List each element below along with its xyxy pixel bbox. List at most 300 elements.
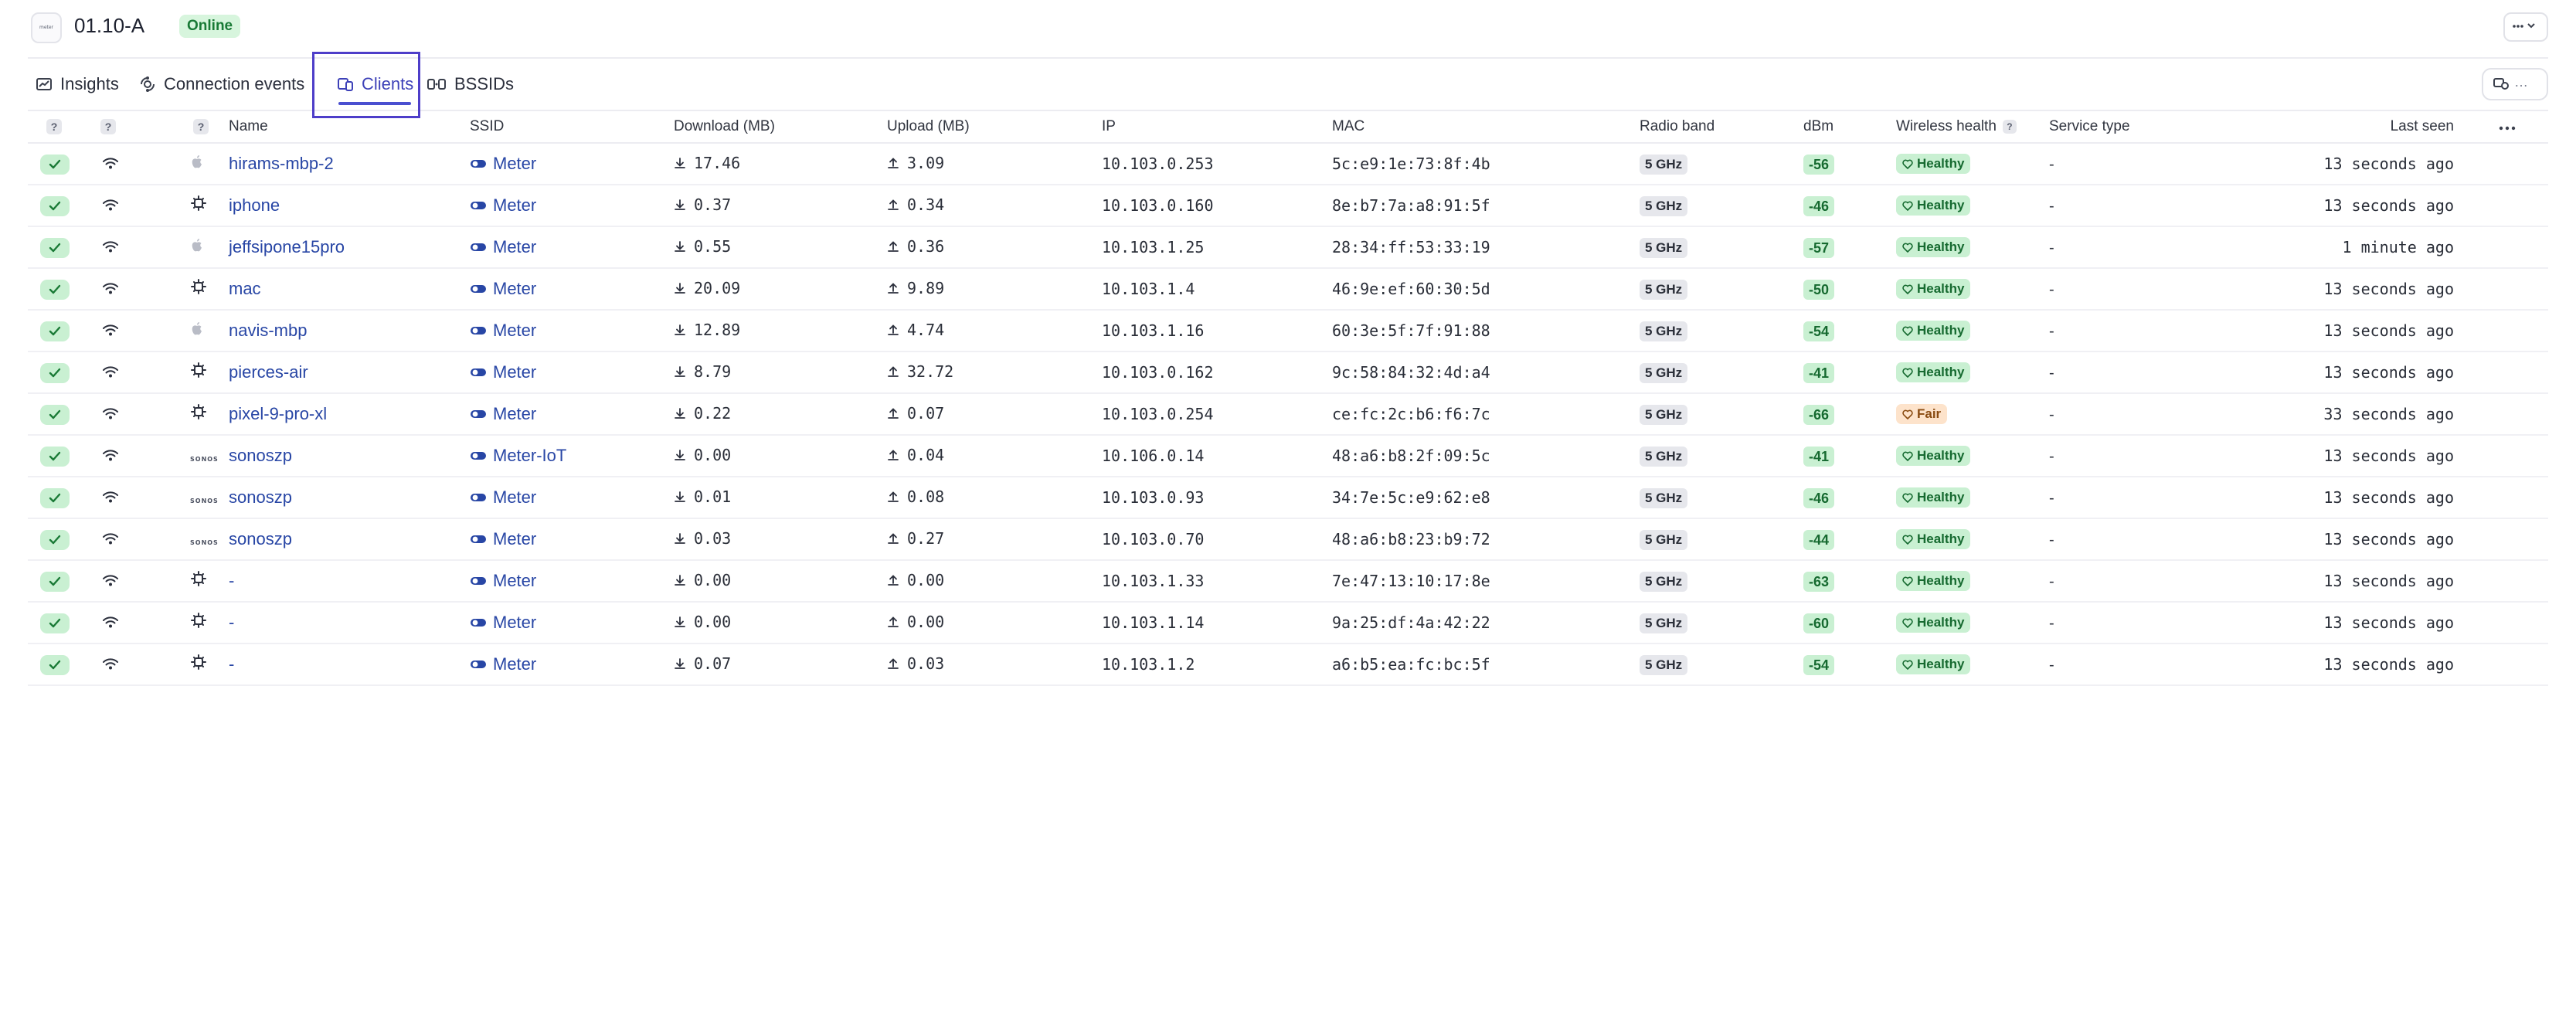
last-seen-value: 13 seconds ago	[2323, 488, 2454, 507]
dbm-cell	[1803, 518, 1896, 560]
ssid-name: Meter	[493, 529, 537, 548]
help-icon[interactable]: ?	[2003, 120, 2017, 134]
ssid-cell[interactable]	[470, 435, 674, 477]
ip-address: 10.103.0.160	[1102, 196, 1214, 215]
client-name-link[interactable]: sonoszp	[229, 446, 292, 465]
table-row[interactable]	[28, 351, 2548, 393]
radio-band-cell	[1640, 351, 1803, 393]
radio-band-cell	[1640, 602, 1803, 644]
sonos-icon: SONOS	[190, 456, 219, 463]
tab-connection-events-label: Connection events	[164, 74, 305, 93]
connection-cell	[82, 268, 159, 310]
chip-icon	[190, 195, 207, 212]
dbm-badge: -56	[1803, 155, 1834, 175]
options-ellipsis: …	[2514, 74, 2528, 90]
service-type-cell	[2049, 560, 2171, 602]
name-cell[interactable]	[229, 560, 470, 602]
col-radio-band-header[interactable]: Radio band	[1640, 111, 1803, 143]
client-name-link[interactable]: pierces-air	[229, 362, 308, 382]
service-type-cell	[2049, 185, 2171, 226]
check-icon	[49, 534, 61, 546]
row-actions-cell	[2485, 518, 2548, 560]
row-actions-cell	[2485, 435, 2548, 477]
ssid-cell[interactable]	[470, 560, 674, 602]
ssid-toggle-icon	[470, 450, 487, 461]
mac-address: a6:b5:ea:fc:bc:5f	[1332, 655, 1490, 674]
check-icon	[49, 367, 61, 379]
service-type-cell	[2049, 268, 2171, 310]
mac-address: 28:34:ff:53:33:19	[1332, 238, 1490, 256]
client-name-link[interactable]: sonoszp	[229, 529, 292, 548]
status-cell	[28, 518, 82, 560]
chip-icon	[190, 570, 207, 587]
ip-address: 10.103.1.2	[1102, 655, 1195, 674]
connected-status-badge	[40, 572, 70, 592]
mac-address: 48:a6:b8:2f:09:5c	[1332, 447, 1490, 465]
download-value: 20.09	[694, 279, 741, 297]
col-dbm-header[interactable]: dBm	[1803, 111, 1896, 143]
table-row[interactable]	[28, 435, 2548, 477]
device-type-cell	[159, 602, 229, 644]
ssid-link[interactable]	[470, 446, 566, 466]
connection-cell	[82, 644, 159, 685]
upload-cell	[887, 351, 1102, 393]
apple-icon	[190, 154, 204, 169]
device-type-cell	[159, 268, 229, 310]
wireless-health-cell	[1896, 310, 2049, 351]
ip-cell	[1102, 560, 1332, 602]
download-value: 0.55	[694, 237, 732, 256]
dbm-cell	[1803, 143, 1896, 185]
service-type-value: -	[2049, 156, 2054, 173]
ssid-cell[interactable]	[470, 185, 674, 226]
connected-status-badge	[40, 488, 70, 508]
download-icon	[674, 491, 686, 503]
download-cell	[674, 143, 887, 185]
client-name-link[interactable]: -	[229, 571, 235, 590]
name-cell[interactable]	[229, 226, 470, 268]
dbm-badge: -46	[1803, 488, 1834, 508]
ip-cell	[1102, 143, 1332, 185]
column-options-button[interactable]	[2485, 111, 2548, 143]
radio-band-cell	[1640, 268, 1803, 310]
device-type-cell	[159, 226, 229, 268]
wireless-health-label: Healthy	[1917, 657, 1965, 672]
status-cell	[28, 644, 82, 685]
ssid-cell[interactable]	[470, 268, 674, 310]
service-type-value: -	[2049, 490, 2054, 507]
wireless-health-label: Healthy	[1917, 531, 1965, 547]
upload-icon	[887, 616, 899, 628]
status-cell	[28, 477, 82, 518]
service-type-value: -	[2049, 239, 2054, 256]
ssid-link[interactable]	[470, 154, 536, 174]
mac-address: 34:7e:5c:e9:62:e8	[1332, 488, 1490, 507]
wireless-health-label: Healthy	[1917, 615, 1965, 630]
upload-value: 0.27	[907, 529, 945, 548]
ssid-cell[interactable]	[470, 518, 674, 560]
ssid-cell[interactable]	[470, 477, 674, 518]
last-seen-cell	[2171, 602, 2485, 644]
mac-cell	[1332, 477, 1640, 518]
ssid-cell[interactable]	[470, 644, 674, 685]
ssid-link[interactable]	[470, 571, 536, 591]
upload-value: 0.36	[907, 237, 945, 256]
device-type-cell	[159, 143, 229, 185]
service-type-value: -	[2049, 615, 2054, 632]
radio-band-badge: 5 GHz	[1640, 655, 1687, 675]
device-type-cell	[159, 477, 229, 518]
dbm-cell	[1803, 435, 1896, 477]
service-type-value: -	[2049, 406, 2054, 423]
chip-icon	[190, 612, 207, 629]
apple-icon	[190, 237, 204, 253]
name-cell[interactable]	[229, 310, 470, 351]
radio-band-cell	[1640, 518, 1803, 560]
wireless-health-badge	[1896, 487, 1970, 508]
upload-icon	[887, 199, 899, 211]
upload-cell	[887, 477, 1102, 518]
ssid-link[interactable]	[470, 279, 536, 299]
table-row[interactable]	[28, 393, 2548, 435]
download-cell	[674, 644, 887, 685]
ssid-name: Meter	[493, 237, 537, 256]
ssid-link[interactable]	[470, 487, 536, 508]
ssid-link[interactable]	[470, 654, 536, 674]
dbm-badge: -44	[1803, 530, 1834, 550]
last-seen-cell	[2171, 393, 2485, 435]
check-icon	[49, 576, 61, 588]
status-cell	[28, 268, 82, 310]
dbm-badge: -63	[1803, 572, 1834, 592]
download-value: 0.01	[694, 487, 732, 506]
ip-address: 10.103.0.70	[1102, 530, 1205, 548]
wireless-health-label: Healthy	[1917, 281, 1965, 297]
client-name-link[interactable]: iphone	[229, 195, 280, 215]
name-cell[interactable]	[229, 185, 470, 226]
name-cell[interactable]	[229, 602, 470, 644]
table-row[interactable]	[28, 560, 2548, 602]
heart-icon	[1902, 618, 1913, 628]
dbm-cell	[1803, 393, 1896, 435]
ssid-toggle-icon	[470, 617, 487, 628]
wifi-icon	[102, 407, 119, 419]
last-seen-value: 13 seconds ago	[2323, 321, 2454, 340]
ssid-cell[interactable]	[470, 393, 674, 435]
tab-connection-events[interactable]	[139, 59, 304, 110]
ssid-cell[interactable]	[470, 143, 674, 185]
upload-icon	[887, 449, 899, 461]
connected-status-badge	[40, 405, 70, 425]
download-cell	[674, 560, 887, 602]
heart-icon	[1902, 493, 1913, 503]
client-name-link[interactable]: -	[229, 654, 235, 674]
ssid-name: Meter	[493, 654, 537, 674]
ip-address: 10.106.0.14	[1102, 447, 1205, 465]
service-type-cell	[2049, 310, 2171, 351]
table-row[interactable]	[28, 143, 2548, 185]
radio-band-cell	[1640, 226, 1803, 268]
last-seen-cell	[2171, 518, 2485, 560]
wireless-health-cell	[1896, 602, 2049, 644]
ssid-cell[interactable]	[470, 602, 674, 644]
ssid-cell[interactable]	[470, 310, 674, 351]
radio-band-badge: 5 GHz	[1640, 405, 1687, 425]
device-type-cell	[159, 351, 229, 393]
last-seen-value: 13 seconds ago	[2323, 363, 2454, 382]
tab-bssids[interactable]	[427, 59, 514, 110]
row-actions-cell	[2485, 393, 2548, 435]
dbm-badge: -60	[1803, 613, 1834, 633]
last-seen-cell	[2171, 143, 2485, 185]
client-name-link[interactable]: jeffsipone15pro	[229, 237, 345, 256]
download-value: 0.07	[694, 654, 732, 673]
table-row[interactable]	[28, 518, 2548, 560]
ip-address: 10.103.0.162	[1102, 363, 1214, 382]
wireless-health-label: Healthy	[1917, 573, 1965, 589]
ip-cell	[1102, 435, 1332, 477]
download-cell	[674, 602, 887, 644]
radio-band-cell	[1640, 393, 1803, 435]
wifi-icon	[102, 157, 119, 169]
ssid-link[interactable]	[470, 321, 536, 341]
check-icon	[49, 200, 61, 212]
ssid-cell[interactable]	[470, 351, 674, 393]
wifi-icon	[102, 491, 119, 503]
ip-cell	[1102, 226, 1332, 268]
row-actions-cell	[2485, 560, 2548, 602]
download-icon	[674, 449, 686, 461]
service-type-value: -	[2049, 657, 2054, 674]
heart-icon	[1902, 326, 1913, 336]
service-type-value: -	[2049, 323, 2054, 340]
ip-cell	[1102, 477, 1332, 518]
last-seen-cell	[2171, 435, 2485, 477]
check-icon	[49, 659, 61, 671]
ssid-link[interactable]	[470, 195, 536, 216]
upload-value: 9.89	[907, 279, 945, 297]
wifi-icon	[102, 324, 119, 336]
name-cell[interactable]	[229, 435, 470, 477]
last-seen-value: 13 seconds ago	[2323, 196, 2454, 215]
col-connection-header[interactable]	[82, 111, 159, 143]
service-type-value: -	[2049, 573, 2054, 590]
ssid-name: Meter	[493, 404, 537, 423]
connected-status-badge	[40, 530, 70, 550]
connection-cell	[82, 185, 159, 226]
status-cell	[28, 393, 82, 435]
dbm-badge: -41	[1803, 363, 1834, 383]
check-icon	[49, 158, 61, 171]
client-name-link[interactable]: pixel-9-pro-xl	[229, 404, 328, 423]
check-icon	[49, 242, 61, 254]
download-icon	[674, 324, 686, 336]
table-body	[28, 143, 2548, 685]
mac-cell	[1332, 226, 1640, 268]
ssid-link[interactable]	[470, 613, 536, 633]
dbm-badge: -54	[1803, 655, 1834, 675]
name-cell[interactable]	[229, 351, 470, 393]
more-actions-button[interactable]	[2503, 12, 2548, 42]
upload-value: 0.08	[907, 487, 945, 506]
download-value: 0.37	[694, 195, 732, 214]
mac-address: 5c:e9:1e:73:8f:4b	[1332, 155, 1490, 173]
ssid-link[interactable]	[470, 529, 536, 549]
col-upload-header[interactable]: Upload (MB)	[887, 111, 1102, 143]
table-row[interactable]	[28, 185, 2548, 226]
heart-icon	[1902, 243, 1913, 253]
name-cell[interactable]	[229, 268, 470, 310]
client-name-link[interactable]: mac	[229, 279, 261, 298]
download-value: 12.89	[694, 321, 741, 339]
wireless-health-label: Healthy	[1917, 239, 1965, 255]
upload-icon	[887, 574, 899, 586]
last-seen-value: 13 seconds ago	[2323, 447, 2454, 465]
upload-value: 0.34	[907, 195, 945, 214]
mac-address: 9c:58:84:32:4d:a4	[1332, 363, 1490, 382]
connection-cell	[82, 435, 159, 477]
wireless-health-badge	[1896, 529, 1970, 549]
radio-band-cell	[1640, 644, 1803, 685]
mac-address: 7e:47:13:10:17:8e	[1332, 572, 1490, 590]
col-ssid-header[interactable]: SSID	[470, 111, 674, 143]
name-cell[interactable]	[229, 477, 470, 518]
name-cell[interactable]	[229, 393, 470, 435]
wireless-health-cell	[1896, 644, 2049, 685]
tab-insights-label: Insights	[60, 74, 119, 93]
col-status-header[interactable]	[28, 111, 82, 143]
table-row[interactable]	[28, 226, 2548, 268]
radio-band-badge: 5 GHz	[1640, 321, 1687, 341]
table-row[interactable]	[28, 644, 2548, 685]
download-value: 0.22	[694, 404, 732, 423]
help-icon: ?	[193, 119, 209, 134]
table-row[interactable]	[28, 602, 2548, 644]
download-value: 0.00	[694, 613, 732, 631]
mac-address: 60:3e:5f:7f:91:88	[1332, 321, 1490, 340]
client-name-link[interactable]: hirams-mbp-2	[229, 154, 334, 173]
ip-cell	[1102, 518, 1332, 560]
table-row[interactable]	[28, 268, 2548, 310]
download-cell	[674, 351, 887, 393]
ssid-name: Meter	[493, 362, 537, 382]
upload-icon	[887, 157, 899, 169]
connected-status-badge	[40, 238, 70, 258]
name-cell[interactable]	[229, 518, 470, 560]
row-actions-cell	[2485, 268, 2548, 310]
service-type-cell	[2049, 602, 2171, 644]
connected-status-badge	[40, 613, 70, 633]
service-type-cell	[2049, 435, 2171, 477]
last-seen-cell	[2171, 185, 2485, 226]
wifi-icon	[102, 365, 119, 378]
service-type-cell	[2049, 518, 2171, 560]
heart-icon	[1902, 660, 1913, 670]
col-service-type-header[interactable]: Service type	[2049, 111, 2171, 143]
col-last-seen-header[interactable]: Last seen	[2171, 111, 2485, 143]
wireless-health-badge	[1896, 571, 1970, 591]
upload-cell	[887, 393, 1102, 435]
page-title: 01.10-A	[74, 14, 145, 37]
upload-cell	[887, 602, 1102, 644]
col-name-header[interactable]: Name	[229, 111, 470, 143]
ip-address: 10.103.1.14	[1102, 613, 1205, 632]
heart-icon	[1902, 159, 1913, 169]
upload-value: 0.00	[907, 571, 945, 589]
col-wireless-health-header[interactable]	[1896, 111, 2049, 143]
service-type-cell	[2049, 351, 2171, 393]
wireless-health-badge	[1896, 654, 1970, 674]
table-settings-icon	[2493, 76, 2510, 90]
download-icon	[674, 365, 686, 378]
name-cell[interactable]	[229, 143, 470, 185]
sonos-icon: SONOS	[190, 539, 219, 546]
ssid-name: Meter	[493, 279, 537, 298]
fair-signal-icon	[1902, 409, 1913, 419]
upload-icon	[887, 657, 899, 670]
row-actions-cell	[2485, 185, 2548, 226]
last-seen-cell	[2171, 644, 2485, 685]
check-icon	[49, 450, 61, 463]
connection-cell	[82, 143, 159, 185]
col-download-header[interactable]: Download (MB)	[674, 111, 887, 143]
help-icon: ?	[46, 119, 62, 134]
ip-address: 10.103.1.33	[1102, 572, 1205, 590]
check-icon	[49, 325, 61, 338]
meter-logo-icon	[39, 21, 54, 32]
col-mac-header[interactable]: MAC	[1332, 111, 1640, 143]
ip-cell	[1102, 185, 1332, 226]
ssid-link[interactable]	[470, 404, 536, 424]
ssid-link[interactable]	[470, 362, 536, 382]
table-row[interactable]	[28, 477, 2548, 518]
ssid-cell[interactable]	[470, 226, 674, 268]
radio-band-cell	[1640, 310, 1803, 351]
last-seen-cell	[2171, 310, 2485, 351]
ssid-link[interactable]	[470, 237, 536, 257]
connection-cell	[82, 310, 159, 351]
radio-band-badge: 5 GHz	[1640, 613, 1687, 633]
tab-insights[interactable]	[36, 59, 119, 110]
mac-address: ce:fc:2c:b6:f6:7c	[1332, 405, 1490, 423]
check-icon	[49, 617, 61, 630]
last-seen-cell	[2171, 268, 2485, 310]
col-device-type-header[interactable]	[159, 111, 229, 143]
ip-cell	[1102, 393, 1332, 435]
ip-cell	[1102, 268, 1332, 310]
name-cell[interactable]	[229, 644, 470, 685]
mac-address: 46:9e:ef:60:30:5d	[1332, 280, 1490, 298]
radio-band-badge: 5 GHz	[1640, 530, 1687, 550]
ssid-toggle-icon	[470, 492, 487, 503]
download-value: 0.00	[694, 571, 732, 589]
table-options-button[interactable]	[2482, 68, 2548, 100]
chip-icon	[190, 278, 207, 295]
table-row[interactable]	[28, 310, 2548, 351]
wireless-health-cell	[1896, 226, 2049, 268]
upload-value: 0.03	[907, 654, 945, 673]
upload-icon	[887, 491, 899, 503]
client-name-link[interactable]: -	[229, 613, 235, 632]
dbm-cell	[1803, 185, 1896, 226]
client-name-link[interactable]: sonoszp	[229, 487, 292, 507]
ssid-name: Meter	[493, 195, 537, 215]
last-seen-cell	[2171, 226, 2485, 268]
client-name-link[interactable]: navis-mbp	[229, 321, 308, 340]
download-cell	[674, 185, 887, 226]
col-ip-header[interactable]: IP	[1102, 111, 1332, 143]
last-seen-cell	[2171, 477, 2485, 518]
